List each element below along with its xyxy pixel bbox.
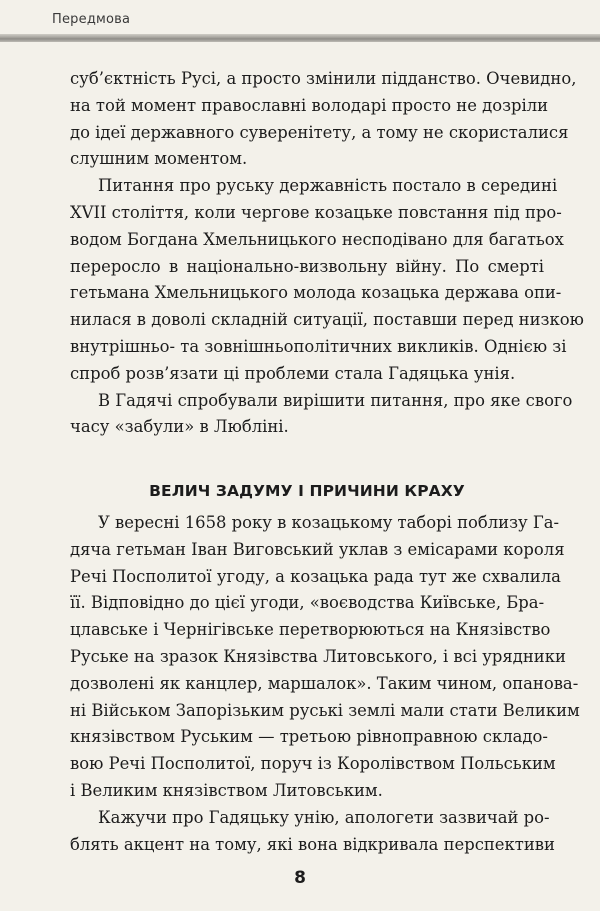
text-line	[70, 173, 558, 200]
text-line-content: переросло в національно-визвольну війну. По смерті	[70, 256, 544, 276]
text-line	[70, 751, 556, 778]
text-line	[70, 805, 550, 832]
text-line	[70, 617, 551, 644]
text-line	[70, 537, 565, 564]
body-text-top	[70, 66, 584, 441]
text-line-content: гетьмана Хмельницького молода козацька держава опи-	[70, 283, 562, 303]
text-line-content: водом Богдана Хмельницького несподівано для багатьох	[70, 229, 564, 249]
text-line-content: князівством Руським — третьою рівноправною складо-	[70, 727, 548, 747]
text-line-content: Кажучи про Гадяцьку унію, апологети зазвичай ро-	[98, 807, 550, 827]
text-line	[70, 200, 562, 227]
text-line	[70, 724, 548, 751]
text-line-content: XVII століття, коли чергове козацьке повстання під про-	[70, 202, 562, 222]
running-head: Передмова	[52, 12, 131, 27]
text-line	[70, 510, 560, 537]
page-number: 8	[294, 868, 306, 888]
text-line	[70, 644, 566, 671]
text-line-content: дозволені як канцлер, маршалок». Таким чином, опанова-	[70, 673, 579, 693]
text-line-content: дяча гетьман Іван Виговський уклав з емісарами короля	[70, 539, 565, 559]
text-line	[70, 227, 564, 254]
text-line-content: слушним моментом.	[70, 149, 248, 169]
text-line	[70, 307, 584, 334]
text-line	[70, 778, 544, 805]
text-line-content: Питання про руську державність постало в середині	[98, 176, 558, 196]
section-heading: ВЕЛИЧ ЗАДУМУ І ПРИЧИНИ КРАХУ	[149, 482, 465, 500]
text-line-content: на той момент православні володарі просто не дозріли	[70, 95, 549, 115]
text-line-content: і Великим князівством Литовським.	[70, 780, 383, 800]
text-line	[70, 280, 562, 307]
text-line	[70, 564, 561, 591]
text-line-content: вою Речі Посполитої, поруч із Королівством Польським	[70, 754, 556, 774]
text-line-content: У вересні 1658 року в козацькому таборі поблизу Га-	[98, 513, 560, 532]
text-line	[70, 334, 567, 361]
text-line-content: суб’єктність Русі, а просто змінили підданство. Очевидно,	[70, 69, 577, 88]
text-line	[70, 146, 544, 173]
text-line-content: часу «забули» в Любліні.	[70, 417, 289, 437]
header-rule	[0, 34, 600, 42]
text-line-content: В Гадячі спробували вирішити питання, про яке свого	[98, 390, 573, 410]
text-line-content: її. Відповідно до цієї угоди, «воєводства Київське, Бра-	[70, 593, 545, 613]
text-line-content: ні Військом Запорізьким руські землі мали стати Великим	[70, 700, 580, 720]
text-line	[70, 120, 569, 147]
text-line	[70, 590, 544, 617]
text-line	[70, 832, 555, 859]
text-line-content: нилася в доволі складній ситуації, поставши перед низкою	[70, 310, 584, 330]
text-line	[70, 414, 544, 441]
text-line-content: блять акцент на тому, які вона відкривала перспективи	[70, 834, 555, 854]
text-line-content: внутрішньо- та зовнішньополітичних викликів. Однією зі	[70, 336, 567, 356]
text-line	[70, 361, 544, 388]
text-line	[70, 388, 573, 415]
text-line	[70, 698, 580, 725]
text-line	[70, 671, 579, 698]
text-line	[70, 66, 577, 93]
text-line-content: спроб розв’язати ці проблеми стала Гадяцька унія.	[70, 363, 516, 383]
text-line-content: до ідеї державного суверенітету, а тому не скористалися	[70, 122, 569, 142]
body-text-bottom	[70, 510, 580, 858]
text-line-content: цлавське і Чернігівське перетворюються на Князівство	[70, 620, 551, 640]
text-line-content: Речі Посполитої угоду, а козацька рада тут же схвалила	[70, 566, 561, 586]
text-line	[70, 254, 544, 281]
text-line-content: Руське на зразок Князівства Литовського, і всі урядники	[70, 646, 566, 666]
text-line	[70, 93, 549, 120]
